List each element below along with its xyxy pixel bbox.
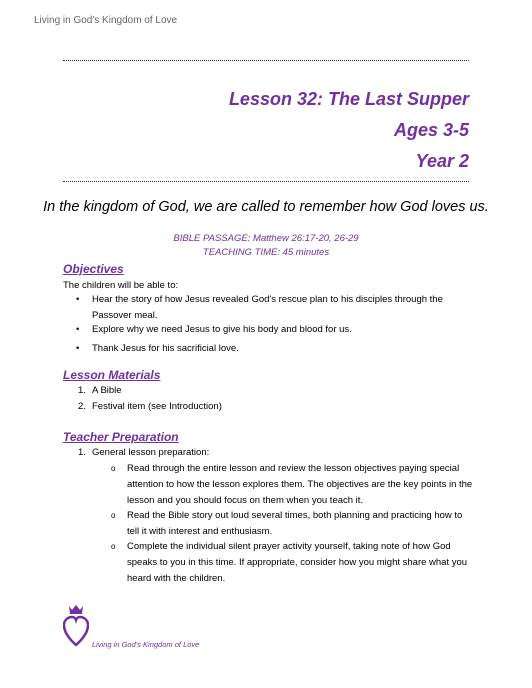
- bottom-divider: [63, 181, 469, 182]
- objectives-intro: The children will be able to:: [63, 280, 179, 291]
- ages-label: Ages 3-5: [393, 120, 469, 140]
- sub-marker: o: [111, 542, 116, 551]
- sub-marker: o: [111, 464, 116, 473]
- materials-heading: Lesson Materials: [63, 368, 161, 382]
- lesson-theme: In the kingdom of God, we are called to remember how God loves us.: [43, 199, 489, 215]
- year-label: Year 2: [415, 151, 469, 171]
- preparation-sub-item: Read through the entire lesson and review the lesson objectives paying special attention to how the lesson explores them. The objectives are the key points in the lesson and you should focus on them when you teach it.: [127, 463, 473, 506]
- lesson-title: Lesson 32: The Last Supper: [228, 89, 469, 109]
- bullet-marker: •: [76, 294, 80, 305]
- materials-item: Festival item (see Introduction): [92, 401, 222, 412]
- materials-number: 1.: [78, 385, 86, 396]
- objective-item: Hear the story of how Jesus revealed God's rescue plan to his disciples through the Passover meal.: [92, 294, 443, 321]
- objectives-heading: Objectives: [63, 262, 124, 276]
- bullet-marker: •: [76, 343, 80, 354]
- crown-heart-icon: [63, 604, 89, 648]
- preparation-number: 1.: [78, 447, 86, 458]
- sub-marker: o: [111, 511, 116, 520]
- materials-number: 2.: [78, 401, 86, 412]
- bible-passage: BIBLE PASSAGE: Matthew 26:17-20, 26-29: [173, 233, 359, 244]
- preparation-item: General lesson preparation:: [92, 447, 210, 458]
- objective-item: Explore why we need Jesus to give his body and blood for us.: [92, 324, 352, 335]
- preparation-sub-item: Complete the individual silent prayer activity yourself, taking note of how God speaks to you in this time. If appropriate, consider how you might share what you heard with the children.: [127, 541, 468, 584]
- preparation-heading: Teacher Preparation: [63, 430, 179, 444]
- page-header-text: Living in God's Kingdom of Love: [34, 15, 178, 26]
- objective-item: Thank Jesus for his sacrificial love.: [92, 343, 239, 354]
- materials-item: A Bible: [92, 385, 122, 396]
- footer-text: Living in God's Kingdom of Love: [92, 640, 200, 649]
- preparation-sub-item: Read the Bible story out loud several times, both planning and practicing how to tell it with interest and enthusiasm.: [127, 510, 463, 537]
- top-divider: [63, 60, 469, 61]
- bullet-marker: •: [76, 324, 80, 335]
- teaching-time: TEACHING TIME: 45 minutes: [202, 247, 330, 258]
